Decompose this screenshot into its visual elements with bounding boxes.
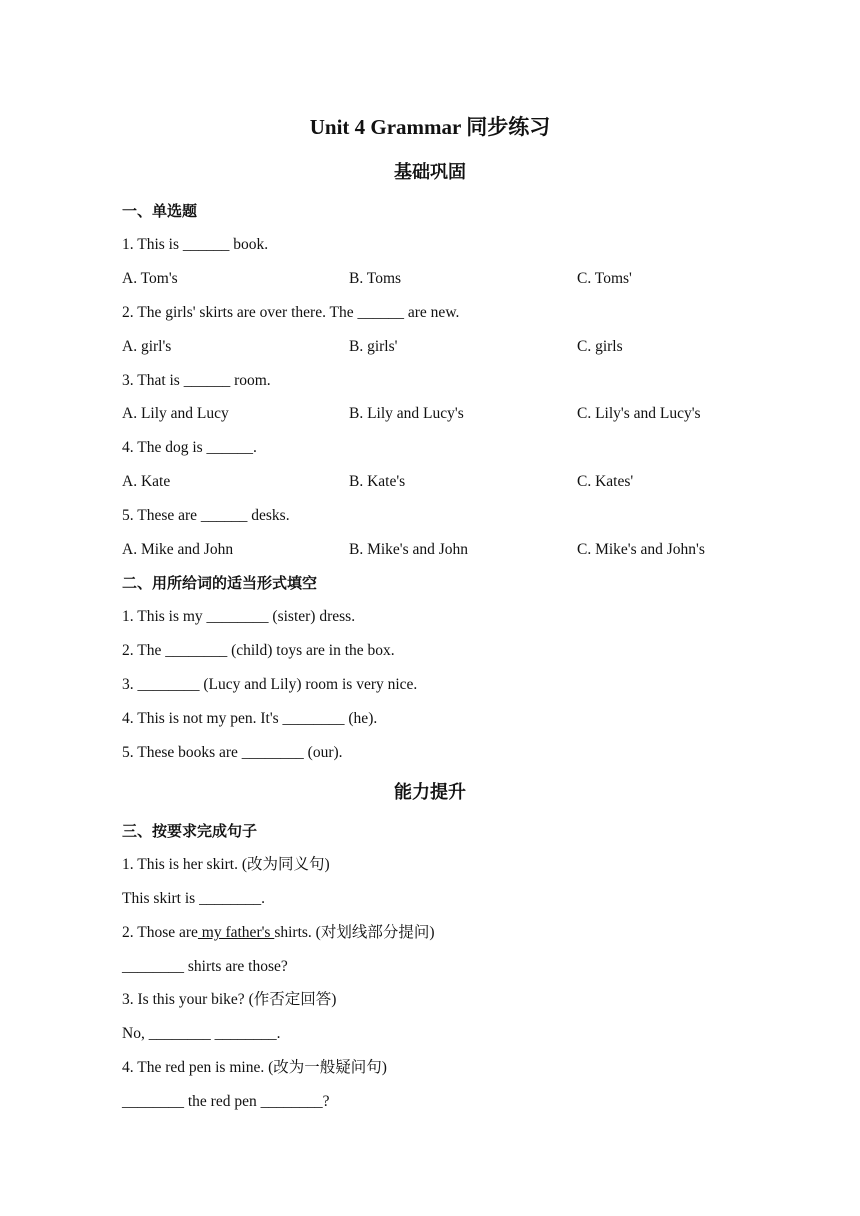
task-text: shirts. (对划线部分提问) xyxy=(274,924,435,941)
section-title-advanced: 能力提升 xyxy=(394,782,466,802)
part2-heading: 二、用所给词的适当形式填空 xyxy=(122,574,318,592)
fill-blank-item: 2. The ________ (child) toys are in the box. xyxy=(122,642,395,659)
sentence-task: 3. Is this your bike? (作否定回答) xyxy=(122,991,337,1008)
question-stem: 3. That is ______ room. xyxy=(122,372,271,389)
option-a: A. Mike and John xyxy=(122,541,234,558)
page-title: Unit 4 Grammar 同步练习 xyxy=(309,115,551,139)
sentence-answer: ________ the red pen ________? xyxy=(122,1093,330,1110)
option-a: A. Lily and Lucy xyxy=(122,405,229,422)
part1-heading: 一、单选题 xyxy=(122,202,198,220)
option-a: A. Kate xyxy=(122,473,171,490)
option-b: B. Kate's xyxy=(349,473,406,490)
sentence-task: 4. The red pen is mine. (改为一般疑问句) xyxy=(122,1059,387,1076)
task-text: 2. Those are xyxy=(122,924,198,941)
question-stem: 1. This is ______ book. xyxy=(122,236,269,253)
underlined-phrase: my father's xyxy=(197,924,275,941)
option-b: B. Toms xyxy=(349,270,402,287)
sentence-answer: No, ________ ________. xyxy=(122,1025,281,1042)
option-a: A. girl's xyxy=(122,338,172,355)
fill-blank-item: 5. These books are ________ (our). xyxy=(122,744,343,761)
option-b: B. Lily and Lucy's xyxy=(349,405,464,422)
sentence-task xyxy=(122,922,434,944)
sentence-task: 1. This is her skirt. (改为同义句) xyxy=(122,856,330,873)
question-stem: 4. The dog is ______. xyxy=(122,439,257,456)
option-b: B. girls' xyxy=(349,338,398,355)
question-stem: 2. The girls' skirts are over there. The ______ are new. xyxy=(122,304,460,321)
question-stem: 5. These are ______ desks. xyxy=(122,507,290,524)
section-title-basic: 基础巩固 xyxy=(394,162,466,182)
sentence-answer: ________ shirts are those? xyxy=(122,958,288,975)
option-b: B. Mike's and John xyxy=(349,541,469,558)
option-a: A. Tom's xyxy=(122,270,178,287)
option-c: C. Lily's and Lucy's xyxy=(577,405,701,422)
option-c: C. Toms' xyxy=(577,270,632,287)
option-c: C. Kates' xyxy=(577,473,634,490)
option-c: C. Mike's and John's xyxy=(577,541,705,558)
fill-blank-item: 1. This is my ________ (sister) dress. xyxy=(122,608,356,625)
fill-blank-item: 4. This is not my pen. It's ________ (he). xyxy=(122,710,378,727)
sentence-answer: This skirt is ________. xyxy=(122,890,265,907)
part3-heading: 三、按要求完成句子 xyxy=(122,822,258,840)
option-c: C. girls xyxy=(577,338,623,355)
fill-blank-item: 3. ________ (Lucy and Lily) room is very nice. xyxy=(122,676,418,693)
